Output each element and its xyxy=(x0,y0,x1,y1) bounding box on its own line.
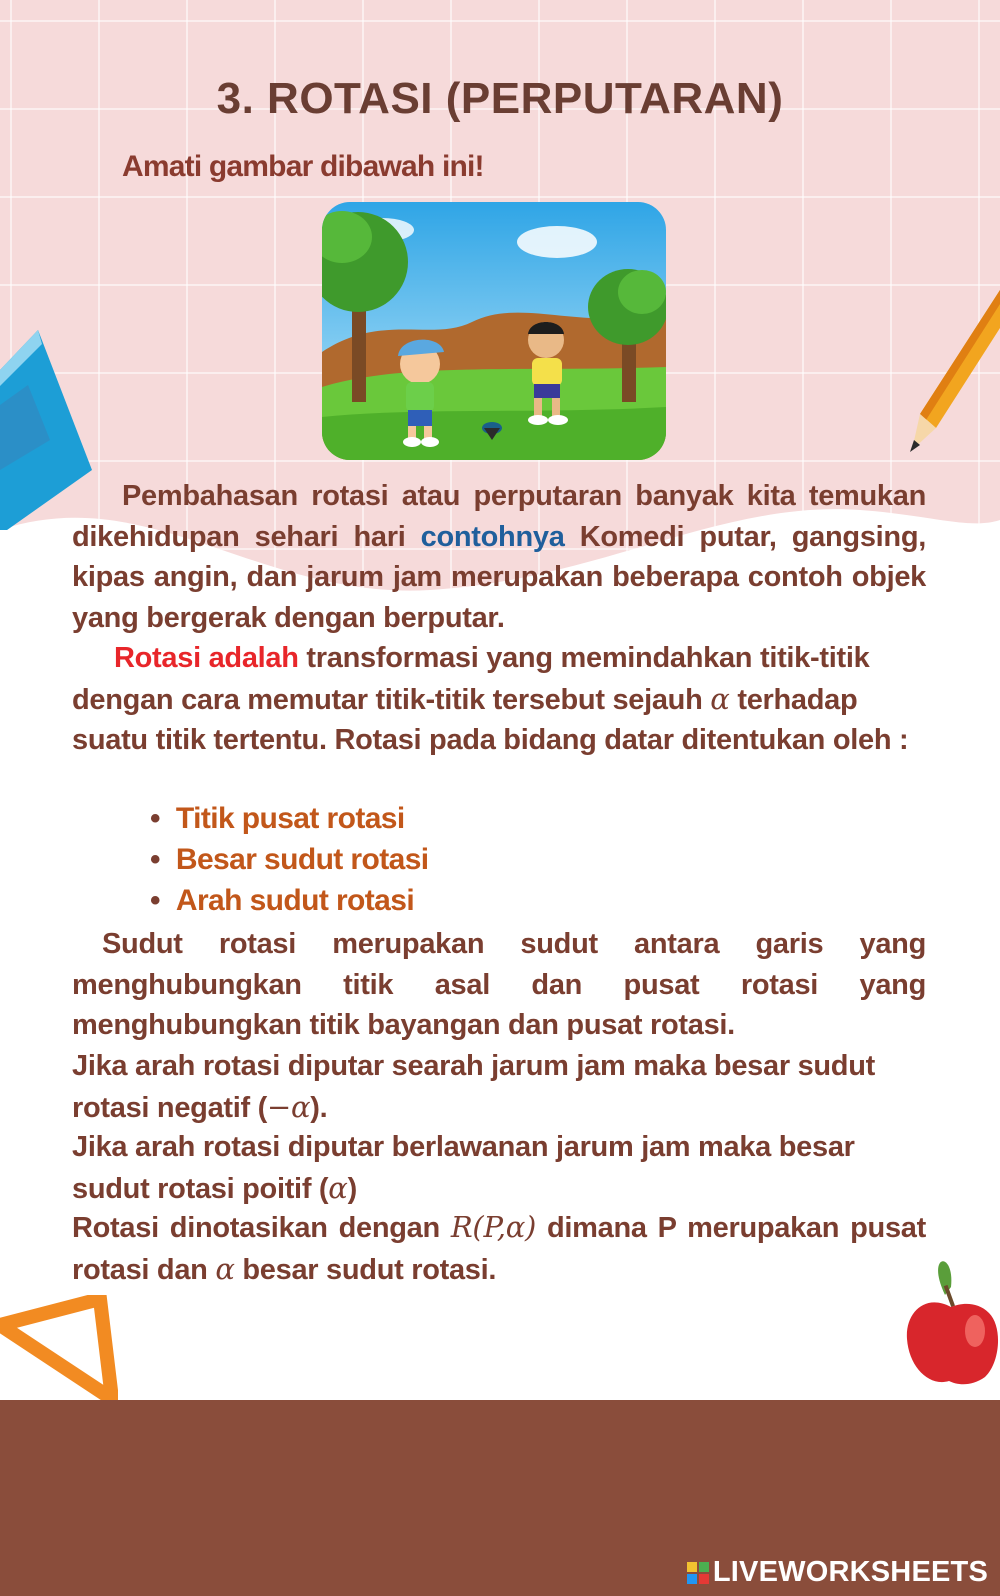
definition-text: transformasi yang memindahkan titik-titik dengan cara memutar titik-titik tersebut sejauh xyxy=(72,642,870,716)
paragraph-rotation-angle xyxy=(72,924,926,1046)
instruction-heading: Amati gambar dibawah ini! xyxy=(122,150,484,183)
intro-text-continued: Komedi putar, gangsing, kipas angin, dan jarum jam merupakan beberapa contoh objek yang bergerak dengan berputar. xyxy=(72,520,926,634)
alpha-symbol: α xyxy=(710,681,730,716)
intro-text: Pembahasan rotasi atau perputaran banyak kita temukan dikehidupan sehari hari xyxy=(72,480,926,553)
alpha-symbol: α xyxy=(328,1170,348,1205)
triangle-ruler-icon xyxy=(0,1295,118,1405)
brand-label: LIVEWORKSHEETS xyxy=(712,1556,988,1588)
spinning-top-illustration xyxy=(322,202,666,460)
notation-text-continued: dimana P merupakan pusat rotasi dan xyxy=(72,1212,926,1286)
definition-text-continued: terhadap suatu titik tertentu. Rotasi pada bidang datar ditentukan oleh : xyxy=(72,683,909,756)
example-highlight: contohnya xyxy=(420,520,565,553)
negative-alpha-symbol: −α xyxy=(267,1089,311,1124)
list-item-label: Titik pusat rotasi xyxy=(175,802,405,835)
paragraph-notation xyxy=(72,1207,926,1290)
definition-highlight: Rotasi adalah xyxy=(114,642,299,674)
list-item: • Besar sudut rotasi xyxy=(150,843,429,876)
page-title: 3. ROTASI (PERPUTARAN) xyxy=(216,74,784,123)
paragraph-clockwise xyxy=(72,1046,926,1128)
notation-text: Rotasi dinotasikan dengan xyxy=(72,1212,451,1244)
liveworksheets-brand[interactable] xyxy=(687,1556,988,1589)
paragraph-intro xyxy=(72,476,926,638)
rotation-angle-text: Sudut rotasi merupakan sudut antara garis yang menghubungkan titik asal dan pusat rotasi yang menghubungkan titik bayangan dan pusat rotasi. xyxy=(72,928,926,1041)
clockwise-text-end: ). xyxy=(310,1091,328,1124)
list-item-label: Besar sudut rotasi xyxy=(175,843,429,876)
pencil-icon xyxy=(908,290,1000,455)
notation-text-end: besar sudut rotasi. xyxy=(234,1253,497,1286)
list-item: • Arah sudut rotasi xyxy=(150,884,415,917)
paragraph-counterclockwise xyxy=(72,1127,926,1209)
list-item-label: Arah sudut rotasi xyxy=(175,884,415,917)
liveworksheets-logo-icon xyxy=(687,1562,709,1584)
rotation-determinants-list xyxy=(150,798,429,921)
counterclockwise-text-end: ) xyxy=(347,1172,357,1205)
list-item: • Titik pusat rotasi xyxy=(150,802,405,835)
paragraph-definition xyxy=(72,638,926,761)
rotation-notation: R(P,α) xyxy=(450,1210,536,1244)
alpha-symbol: α xyxy=(215,1251,235,1286)
counterclockwise-text: Jika arah rotasi diputar berlawanan jarum jam maka besar sudut rotasi poitif ( xyxy=(72,1131,855,1205)
clockwise-text: Jika arah rotasi diputar searah jarum jam maka besar sudut rotasi negatif ( xyxy=(72,1050,875,1124)
